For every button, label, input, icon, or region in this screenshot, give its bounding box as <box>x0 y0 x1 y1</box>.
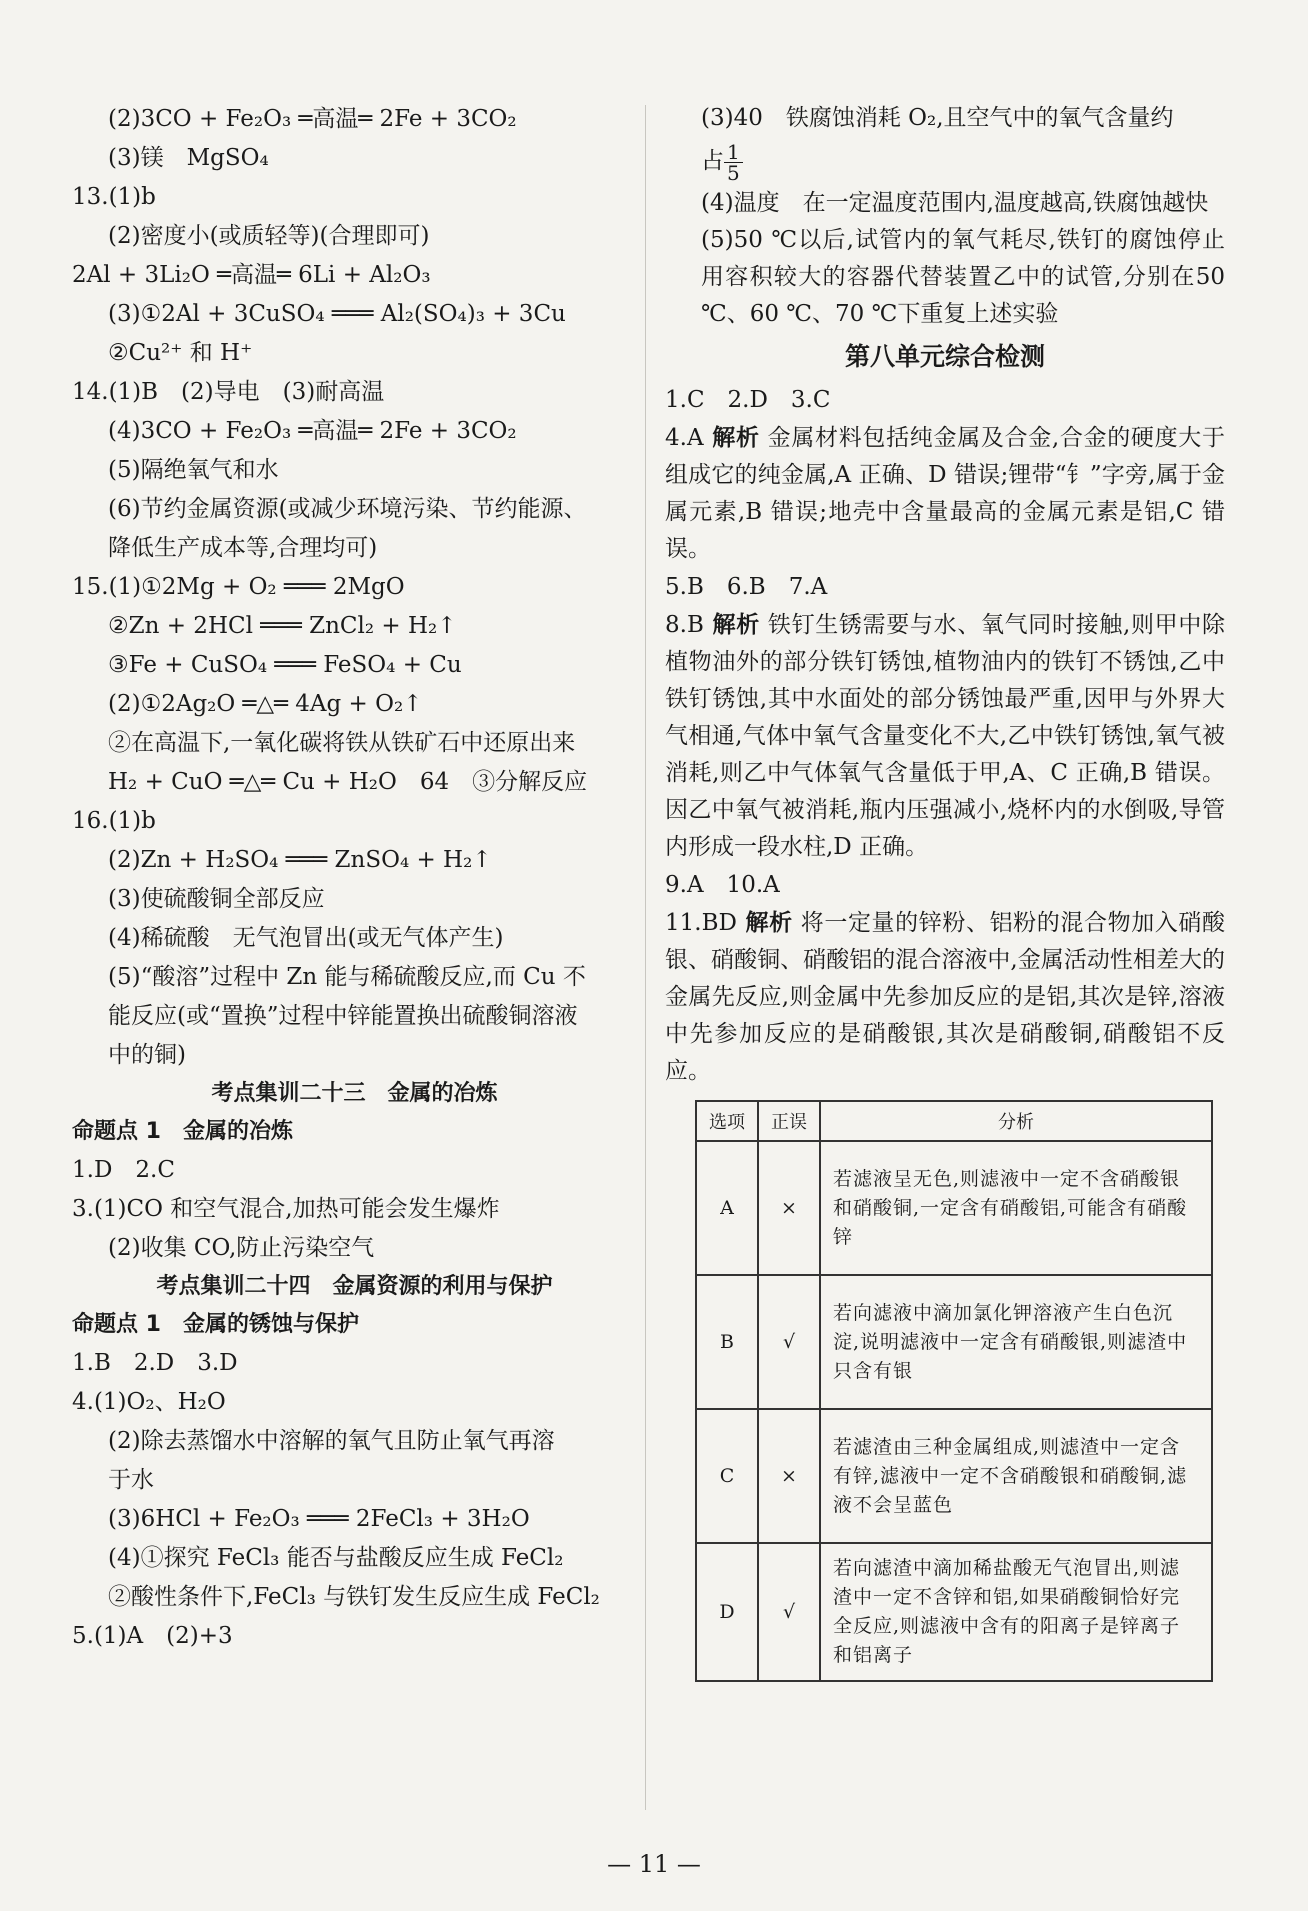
left-line: 15.(1)①2Mg + O₂ ═══ 2MgO <box>72 574 405 600</box>
left-line: 1.D 2.C <box>72 1157 175 1183</box>
left-line: ②Zn + 2HCl ═══ ZnCl₂ + H₂↑ <box>108 613 457 639</box>
left-line: (4)稀硫酸 无气泡冒出(或无气体产生) <box>108 925 504 951</box>
section-title: 第八单元综合检测 <box>844 342 1045 371</box>
left-line: (2)①2Ag₂O ═△═ 4Ag + O₂↑ <box>108 691 423 717</box>
left-line: 中的铜) <box>108 1042 186 1068</box>
left-line: 4.(1)O₂、H₂O <box>72 1389 226 1415</box>
answer-11: 11.BD 解析 将一定量的锌粉、铝粉的混合物加入硝酸银、硝酸铜、硝酸铝的混合溶液中,金属活动性相差大的金属先反应,则金属中先参加反应的是铝,其次是锌,溶液中先参加反应的是硝酸银,其次是硝酸铜,硝酸铝不反应。 <box>665 910 1226 1084</box>
table-header-row <box>696 1101 1212 1141</box>
row-analysis: 若向滤渣中滴加稀盐酸无气泡冒出,则滤渣中一定不含锌和铝,如果硝酸铜恰好完全反应,则滤液中含有的阳离子是锌离子和铝离子 <box>820 1543 1212 1681</box>
left-line: 于水 <box>108 1467 154 1493</box>
answer-8: 8.B 解析 铁钉生锈需要与水、氧气同时接触,则甲中除植物油外的部分铁钉锈蚀,植物油内的铁钉不锈蚀,乙中铁钉锈蚀,其中水面处的部分锈蚀最严重,因甲与外界大气相通,气体中氧气含量变化不大,乙中铁钉锈蚀,氧气被消耗,则乙中气体氧气含量低于甲,A、C 正确,B 错误。因乙中氧气被消耗,瓶内压强减小,烧杯内的水倒吸,导管内形成一段水柱,D 正确。 <box>665 612 1226 860</box>
left-line: 5.(1)A (2)+3 <box>72 1623 233 1649</box>
row-analysis: 若滤渣由三种金属组成,则滤渣中一定含有锌,滤液中一定不含硝酸银和硝酸铜,滤液不会呈蓝色 <box>820 1409 1212 1543</box>
left-line: (5)“酸溶”过程中 Zn 能与稀硫酸反应,而 Cu 不 <box>108 964 586 990</box>
left-column <box>72 100 637 1656</box>
left-line: 能反应(或“置换”过程中锌能置换出硫酸铜溶液 <box>108 1003 578 1029</box>
left-line: (2)3CO + Fe₂O₃ ═高温═ 2Fe + 3CO₂ <box>108 106 517 132</box>
row-option: D <box>696 1543 758 1681</box>
left-line: (2)Zn + H₂SO₄ ═══ ZnSO₄ + H₂↑ <box>108 847 492 873</box>
header-option: 选项 <box>696 1101 758 1141</box>
left-line: 16.(1)b <box>72 808 156 834</box>
right-column <box>665 100 1248 1682</box>
row-mark: × <box>758 1409 820 1543</box>
analysis-tag: 解析 <box>711 612 760 638</box>
fraction-one-fifth: $\frac{1}{5}$ <box>724 142 743 183</box>
analysis-table <box>695 1100 1213 1682</box>
left-line: (2)除去蒸馏水中溶解的氧气且防止氧气再溶 <box>108 1428 555 1454</box>
analysis-tag: 解析 <box>711 425 760 451</box>
left-line: (5)隔绝氧气和水 <box>108 457 279 483</box>
row-option: A <box>696 1141 758 1275</box>
left-line: (3)6HCl + Fe₂O₃ ═══ 2FeCl₃ + 3H₂O <box>108 1506 530 1532</box>
page-number: — 11 — <box>607 1850 701 1878</box>
table-row <box>696 1141 1212 1275</box>
answer-q4: (4)温度 在一定温度范围内,温度越高,铁腐蚀越快 <box>701 190 1209 216</box>
row-analysis: 若向滤液中滴加氯化钾溶液产生白色沉淀,说明滤液中一定含有硝酸银,则滤渣中只含有银 <box>820 1275 1212 1409</box>
left-line: 14.(1)B (2)导电 (3)耐高温 <box>72 379 385 405</box>
column-divider <box>645 105 646 1810</box>
header-mark: 正误 <box>758 1101 820 1141</box>
left-line: (3)镁 MgSO₄ <box>108 145 269 171</box>
left-line: 命题点 1 金属的锈蚀与保护 <box>72 1312 359 1337</box>
answer-q3-continued <box>665 100 1225 185</box>
row-mark: √ <box>758 1275 820 1409</box>
row-option: C <box>696 1409 758 1543</box>
left-line: (2)收集 CO,防止污染空气 <box>108 1235 375 1261</box>
left-line: 3.(1)CO 和空气混合,加热可能会发生爆炸 <box>72 1196 500 1222</box>
left-line: ②酸性条件下,FeCl₃ 与铁钉发生反应生成 FeCl₂ <box>108 1584 600 1610</box>
left-line: (6)节约金属资源(或减少环境污染、节约能源、 <box>108 496 587 522</box>
left-line: (3)①2Al + 3CuSO₄ ═══ Al₂(SO₄)₃ + 3Cu <box>108 301 566 327</box>
left-line: ③Fe + CuSO₄ ═══ FeSO₄ + Cu <box>108 652 462 678</box>
left-line: (3)使硫酸铜全部反应 <box>108 886 325 912</box>
left-line: 考点集训二十三 金属的冶炼 <box>211 1081 498 1106</box>
row-mark: × <box>758 1141 820 1275</box>
q3-text-2: 占 <box>701 148 724 174</box>
left-line: H₂ + CuO ═△═ Cu + H₂O 64 ③分解反应 <box>108 769 588 795</box>
table-row <box>696 1275 1212 1409</box>
table-row <box>696 1409 1212 1543</box>
left-line: 2Al + 3Li₂O ═高温═ 6Li + Al₂O₃ <box>72 262 431 288</box>
row-mark: √ <box>758 1543 820 1681</box>
answer-q5: (5)50 ℃以后,试管内的氧气耗尽,铁钉的腐蚀停止 用容积较大的容器代替装置乙中的试管,分别在50 ℃、60 ℃、70 ℃下重复上述实验 <box>701 227 1248 327</box>
left-line: 1.B 2.D 3.D <box>72 1350 238 1376</box>
answer-5-7: 5.B 6.B 7.A <box>665 574 828 600</box>
left-line: 13.(1)b <box>72 184 156 210</box>
row-option: B <box>696 1275 758 1409</box>
left-line: 命题点 1 金属的冶炼 <box>72 1119 293 1144</box>
row-analysis: 若滤液呈无色,则滤液中一定不含硝酸银和硝酸铜,一定含有硝酸铝,可能含有硝酸锌 <box>820 1141 1212 1275</box>
left-line: ②在高温下,一氧化碳将铁从铁矿石中还原出来 <box>108 730 576 756</box>
answer-4: 4.A 解析 金属材料包括纯金属及合金,合金的硬度大于组成它的纯金属,A 正确、D 错误;锂带“钅”字旁,属于金属元素,B 错误;地壳中含量最高的金属元素是铝,C 错误。 <box>665 425 1225 562</box>
left-line: ②Cu²⁺ 和 H⁺ <box>108 340 253 366</box>
left-line: 考点集训二十四 金属资源的利用与保护 <box>156 1274 553 1299</box>
left-line: (4)3CO + Fe₂O₃ ═高温═ 2Fe + 3CO₂ <box>108 418 517 444</box>
answer-9-10: 9.A 10.A <box>665 872 780 898</box>
left-line: (4)①探究 FeCl₃ 能否与盐酸反应生成 FeCl₂ <box>108 1545 564 1571</box>
left-line: (2)密度小(或质轻等)(合理即可) <box>108 223 430 249</box>
left-line: 降低生产成本等,合理均可) <box>108 535 378 561</box>
header-analysis: 分析 <box>820 1101 1212 1141</box>
q3-text: (3)40 铁腐蚀消耗 O₂,且空气中的氧气含量约 <box>701 105 1174 131</box>
table-row <box>696 1543 1212 1681</box>
analysis-tag: 解析 <box>744 910 793 936</box>
answer-1-3: 1.C 2.D 3.C <box>665 387 831 413</box>
